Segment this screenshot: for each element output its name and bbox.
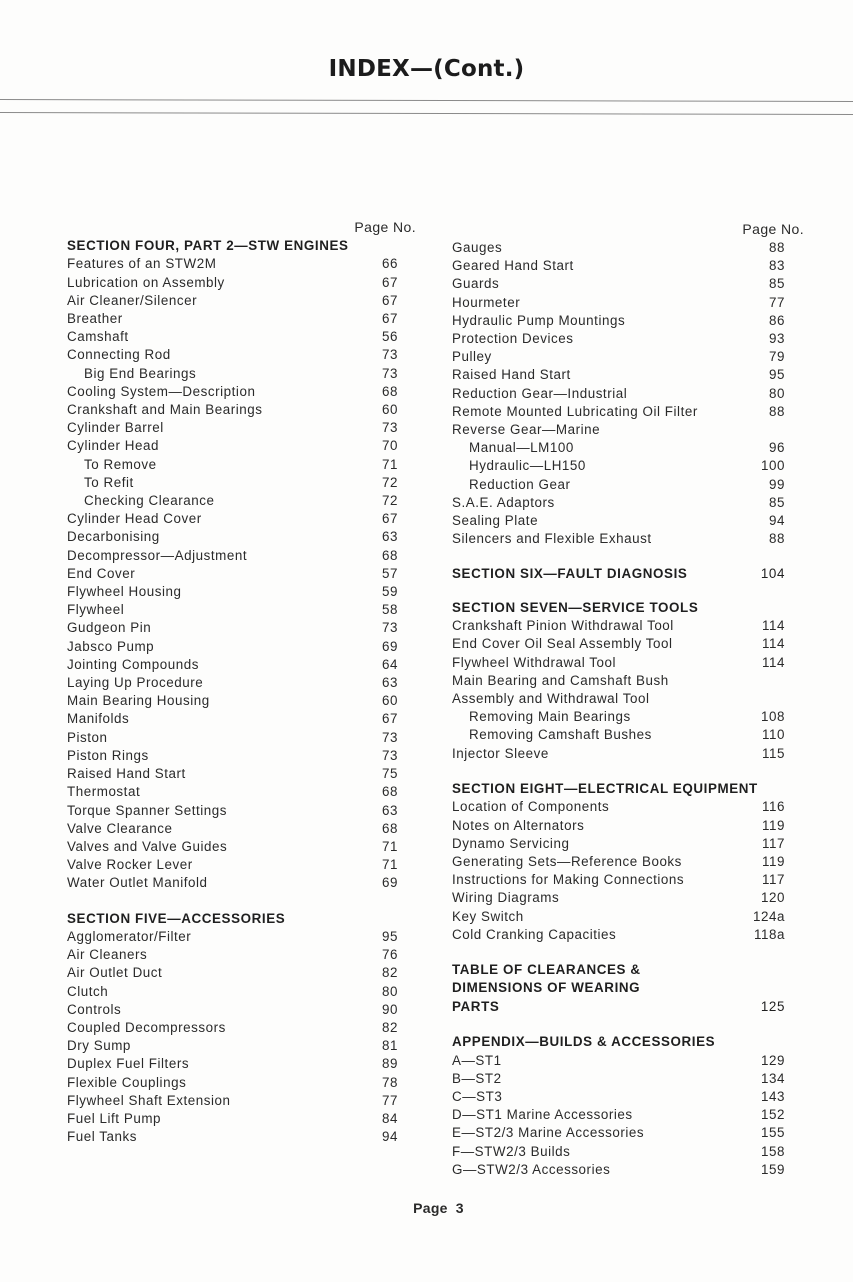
index-entry xyxy=(67,838,399,856)
index-entry xyxy=(67,1128,399,1146)
entry-page-number: 73 xyxy=(382,747,398,763)
index-entry xyxy=(452,672,802,690)
entry-label: Decompressor—Adjustment xyxy=(67,547,248,563)
entry-label: Clutch xyxy=(67,983,109,999)
index-entry xyxy=(452,457,802,475)
entry-label: To Remove xyxy=(84,456,157,472)
entry-label: Cylinder Barrel xyxy=(67,420,164,436)
entry-label: Hydraulic—LH150 xyxy=(469,458,586,474)
entry-page-number: 110 xyxy=(762,727,785,743)
entry-label: Air Cleaners xyxy=(67,947,148,963)
entry-page-number: 67 xyxy=(382,511,398,527)
entry-page-number: 71 xyxy=(382,456,398,472)
index-entry xyxy=(67,983,399,1001)
entry-page-number: 57 xyxy=(382,565,398,581)
entry-label: Cold Cranking Capacities xyxy=(452,926,617,942)
entry-label: Crankshaft and Main Bearings xyxy=(67,402,263,418)
entry-label: End Cover xyxy=(67,565,136,581)
entry-page-number: 67 xyxy=(382,311,398,327)
index-entry xyxy=(452,275,802,293)
index-entry xyxy=(67,255,399,273)
index-entry xyxy=(67,292,399,310)
index-entry xyxy=(67,565,399,583)
index-entry xyxy=(67,1037,399,1055)
entry-label: Connecting Rod xyxy=(67,347,171,363)
index-entry xyxy=(452,1106,802,1124)
index-entry xyxy=(452,798,802,816)
appendix-entries xyxy=(452,1052,802,1179)
index-entry xyxy=(67,365,399,383)
index-entry xyxy=(67,1092,399,1110)
entry-label: Geared Hand Start xyxy=(452,258,574,274)
section-heading-clearances: TABLE OF CLEARANCES & xyxy=(452,961,641,977)
entry-label: Cooling System—Description xyxy=(67,383,256,399)
index-entry xyxy=(452,654,802,672)
index-entry xyxy=(67,547,399,565)
entry-label: Air Outlet Duct xyxy=(67,965,163,981)
entry-page-number: 77 xyxy=(769,294,785,310)
index-entry xyxy=(67,1019,399,1037)
entry-page-number: 59 xyxy=(382,584,398,600)
entry-label: B—ST2 xyxy=(452,1070,502,1086)
entry-page-number: 67 xyxy=(382,711,398,727)
entry-label: S.A.E. Adaptors xyxy=(452,494,555,510)
section-heading-appendix: APPENDIX—BUILDS & ACCESSORIES xyxy=(452,1034,716,1050)
entry-page-number: 143 xyxy=(761,1088,785,1104)
entry-page-number: 73 xyxy=(382,620,398,636)
entry-label: Removing Main Bearings xyxy=(469,709,631,725)
header-rule-bottom xyxy=(0,112,853,115)
entry-label: Reduction Gear xyxy=(469,476,571,492)
section-heading: SECTION FOUR, PART 2—STW ENGINES xyxy=(67,238,349,253)
index-entry xyxy=(452,366,802,384)
entry-page-number: 81 xyxy=(382,1038,398,1054)
entry-page-number: 68 xyxy=(382,383,398,399)
index-entry xyxy=(452,635,802,653)
entry-label: Gudgeon Pin xyxy=(67,620,152,636)
entry-page-number: 68 xyxy=(382,784,398,800)
page-footer xyxy=(0,1200,853,1216)
entry-page-number: 64 xyxy=(382,656,398,672)
index-entry xyxy=(67,510,399,528)
entry-label: Agglomerator/Filter xyxy=(67,928,192,944)
index-entry xyxy=(452,908,802,926)
entry-page-number: 75 xyxy=(382,766,398,782)
page-number: 3 xyxy=(455,1200,464,1216)
entry-label: Decarbonising xyxy=(67,529,160,545)
entry-label: Removing Camshaft Bushes xyxy=(469,727,652,743)
index-entry xyxy=(452,1088,802,1106)
entry-label: Air Cleaner/Silencer xyxy=(67,292,198,308)
entry-page-number: 85 xyxy=(769,494,785,510)
entry-label: F—STW2/3 Builds xyxy=(452,1143,571,1159)
entry-page-number xyxy=(745,672,785,690)
index-entry xyxy=(67,874,399,892)
entry-page-number: 99 xyxy=(769,476,785,492)
entry-label: Injector Sleeve xyxy=(452,745,549,761)
section-heading-six: SECTION SIX—FAULT DIAGNOSIS 104 xyxy=(452,566,785,582)
entry-label: Cylinder Head xyxy=(67,438,159,454)
entry-page-number: 69 xyxy=(382,638,398,654)
entry-label: Raised Hand Start xyxy=(67,766,186,782)
entry-page-number: 63 xyxy=(382,802,398,818)
index-entry xyxy=(452,494,802,512)
entry-label: Breather xyxy=(67,311,123,327)
entry-page-number: 117 xyxy=(762,835,785,851)
entry-label: D—ST1 Marine Accessories xyxy=(452,1107,633,1123)
index-entry xyxy=(452,1124,802,1142)
index-entry xyxy=(67,492,399,510)
entry-page-number: 155 xyxy=(761,1125,785,1141)
page-no-header: Page No. xyxy=(742,221,804,237)
section-heading: SECTION FIVE—ACCESSORIES xyxy=(67,910,286,926)
index-entry xyxy=(67,437,399,455)
index-entry xyxy=(452,871,802,889)
entry-page-number: 77 xyxy=(382,1092,398,1108)
entry-page-number: 84 xyxy=(382,1110,398,1126)
index-entry xyxy=(452,439,802,457)
index-entry xyxy=(452,1052,802,1070)
entry-page-number: 94 xyxy=(382,1129,398,1145)
entry-label: Dry Sump xyxy=(67,1038,131,1054)
entry-page-number: 82 xyxy=(382,1019,398,1035)
index-entry xyxy=(452,690,802,708)
entry-label: To Refit xyxy=(84,474,134,490)
index-entry xyxy=(452,239,802,257)
index-entry xyxy=(452,617,802,635)
entry-label: Piston Rings xyxy=(67,747,149,763)
entry-page-number: 114 xyxy=(762,636,785,652)
entry-label: Fuel Tanks xyxy=(67,1129,138,1145)
index-entry xyxy=(67,856,399,874)
entry-page-number: 134 xyxy=(761,1070,785,1086)
index-entry xyxy=(452,403,802,421)
index-entry xyxy=(67,583,399,601)
entry-label: C—ST3 xyxy=(452,1088,503,1104)
entry-label: Location of Components xyxy=(452,799,610,815)
entry-page-number: 80 xyxy=(382,983,398,999)
entry-label: Manifolds xyxy=(67,711,130,727)
entry-page-number: 159 xyxy=(761,1161,785,1177)
index-entry xyxy=(67,474,399,492)
entry-page-number: 71 xyxy=(382,838,398,854)
entry-page-number: 56 xyxy=(382,329,398,345)
entry-label: Valve Clearance xyxy=(67,820,173,836)
entry-page-number: 119 xyxy=(762,853,785,869)
entry-page-number: 158 xyxy=(761,1143,785,1159)
index-entry xyxy=(452,835,802,853)
entry-page-number: 72 xyxy=(382,474,398,490)
index-entry xyxy=(67,456,399,474)
entry-label: End Cover Oil Seal Assembly Tool xyxy=(452,636,673,652)
entry-page-number: 116 xyxy=(762,799,785,815)
entry-label: Cylinder Head Cover xyxy=(67,511,202,527)
index-entry xyxy=(452,889,802,907)
entry-page-number xyxy=(745,421,785,439)
entry-label: Manual—LM100 xyxy=(469,440,574,456)
entry-page-number: 95 xyxy=(769,367,785,383)
entry-page-number: 73 xyxy=(382,347,398,363)
entry-page-number: 68 xyxy=(382,547,398,563)
section-five-continued-entries xyxy=(452,239,802,548)
entry-page-number: 80 xyxy=(769,385,785,401)
entry-page-number: 73 xyxy=(382,729,398,745)
index-entry xyxy=(452,530,802,548)
entry-page-number: 124a xyxy=(753,908,785,924)
entry-page-number: 66 xyxy=(382,256,398,272)
index-entry xyxy=(452,817,802,835)
section-eight-entries xyxy=(452,798,802,944)
index-entry xyxy=(67,656,399,674)
entry-label: Jointing Compounds xyxy=(67,656,199,672)
index-entry xyxy=(452,385,802,403)
index-entry xyxy=(67,765,399,783)
entry-label: Jabsco Pump xyxy=(67,638,155,654)
index-entry xyxy=(452,1143,802,1161)
index-right-column xyxy=(452,221,802,1179)
index-entry xyxy=(452,312,802,330)
section-heading-clearances: PARTS 125 xyxy=(452,998,785,1014)
entry-label: Piston xyxy=(67,729,108,745)
entry-page-number: 76 xyxy=(382,947,398,963)
entry-page-number: 90 xyxy=(382,1001,398,1017)
index-entry xyxy=(67,310,399,328)
entry-page-number: 83 xyxy=(769,258,785,274)
entry-page-number: 118a xyxy=(754,926,785,942)
entry-label: Reverse Gear—Marine xyxy=(452,422,601,438)
entry-page-number: 85 xyxy=(769,276,785,292)
index-entry xyxy=(67,964,399,982)
entry-label: Wiring Diagrams xyxy=(452,890,560,906)
entry-page-number: 115 xyxy=(762,745,785,761)
entry-page-number: 108 xyxy=(761,709,785,725)
entry-label: Lubrication on Assembly xyxy=(67,274,225,290)
entry-page-number: 152 xyxy=(761,1107,785,1123)
index-entry xyxy=(452,512,802,530)
index-left-column xyxy=(67,219,416,1146)
entry-page-number: 114 xyxy=(762,654,785,670)
entry-label: Hydraulic Pump Mountings xyxy=(452,312,626,328)
index-entry xyxy=(67,528,399,546)
entry-label: Pulley xyxy=(452,349,492,365)
entry-label: Flywheel Housing xyxy=(67,584,182,600)
index-entry xyxy=(67,346,399,364)
entry-label: Camshaft xyxy=(67,329,129,345)
entry-label: Valves and Valve Guides xyxy=(67,838,228,854)
entry-label: Silencers and Flexible Exhaust xyxy=(452,531,652,547)
index-entry xyxy=(67,401,399,419)
index-entry xyxy=(452,853,802,871)
entry-page-number: 73 xyxy=(382,420,398,436)
entry-page-number: 58 xyxy=(382,602,398,618)
entry-label: Laying Up Procedure xyxy=(67,675,204,691)
index-entry xyxy=(67,638,399,656)
entry-page-number: 88 xyxy=(769,240,785,255)
index-entry xyxy=(452,926,802,944)
entry-label: Flywheel xyxy=(67,602,125,618)
section-heading-seven: SECTION SEVEN—SERVICE TOOLS xyxy=(452,599,699,615)
entry-label: A—ST1 xyxy=(452,1052,502,1068)
index-entry xyxy=(452,1070,802,1088)
entry-page-number: 72 xyxy=(382,493,398,509)
index-entry xyxy=(67,802,399,820)
entry-label: E—ST2/3 Marine Accessories xyxy=(452,1125,645,1141)
entry-label: Crankshaft Pinion Withdrawal Tool xyxy=(452,618,674,634)
entry-label: Protection Devices xyxy=(452,331,574,347)
index-entry xyxy=(67,783,399,801)
entry-label: Torque Spanner Settings xyxy=(67,802,228,818)
entry-page-number: 73 xyxy=(382,365,398,381)
index-entry xyxy=(67,674,399,692)
index-entry xyxy=(452,348,802,366)
entry-label: Controls xyxy=(67,1001,122,1017)
index-entry xyxy=(452,421,802,439)
section-seven-entries xyxy=(452,617,802,763)
index-entry xyxy=(67,692,399,710)
entry-page-number: 86 xyxy=(769,312,785,328)
entry-label: Fuel Lift Pump xyxy=(67,1110,162,1126)
entry-page-number: 82 xyxy=(382,965,398,981)
entry-page-number: 78 xyxy=(382,1074,398,1090)
entry-page-number: 63 xyxy=(382,675,398,691)
entry-label: Instructions for Making Connections xyxy=(452,872,685,888)
entry-label: Flywheel Withdrawal Tool xyxy=(452,654,617,670)
index-entry xyxy=(452,294,802,312)
index-entry xyxy=(452,257,802,275)
index-entry xyxy=(67,419,399,437)
entry-label: Thermostat xyxy=(67,784,141,800)
index-entry xyxy=(67,601,399,619)
index-entry xyxy=(67,710,399,728)
page-title: INDEX—(Cont.) xyxy=(328,56,525,82)
entry-label: Generating Sets—Reference Books xyxy=(452,853,682,869)
entry-label: Assembly and Withdrawal Tool xyxy=(452,691,650,707)
entry-label: Dynamo Servicing xyxy=(452,835,570,851)
entry-label: Valve Rocker Lever xyxy=(67,857,193,873)
entry-label: Sealing Plate xyxy=(452,513,539,529)
entry-page-number: 129 xyxy=(761,1052,785,1068)
entry-label: Water Outlet Manifold xyxy=(67,875,208,891)
entry-page-number: 69 xyxy=(382,875,398,891)
index-entry xyxy=(67,747,399,765)
entry-page-number: 70 xyxy=(382,438,398,454)
entry-label: Raised Hand Start xyxy=(452,367,571,383)
section-heading-eight: SECTION EIGHT—ELECTRICAL EQUIPMENT xyxy=(452,780,758,796)
index-entry xyxy=(67,820,399,838)
index-entry xyxy=(67,1055,399,1073)
entry-label: Coupled Decompressors xyxy=(67,1019,226,1035)
index-entry xyxy=(67,383,399,401)
section-five-entries xyxy=(67,928,399,1146)
entry-page-number: 94 xyxy=(769,513,785,529)
entry-page-number: 93 xyxy=(769,331,785,347)
entry-label: Main Bearing Housing xyxy=(67,693,210,709)
index-entry xyxy=(67,729,399,747)
index-entry xyxy=(452,745,802,763)
entry-label: Big End Bearings xyxy=(84,365,197,381)
page-no-header: Page No. xyxy=(354,219,416,235)
entry-label: Remote Mounted Lubricating Oil Filter xyxy=(452,403,698,419)
entry-label: Key Switch xyxy=(452,908,524,924)
entry-page-number: 96 xyxy=(769,440,785,456)
index-entry xyxy=(67,928,399,946)
entry-label: Guards xyxy=(452,276,500,292)
entry-label: Duplex Fuel Filters xyxy=(67,1056,190,1072)
entry-page-number: 68 xyxy=(382,820,398,836)
entry-page-number xyxy=(745,690,785,708)
index-entry xyxy=(67,1110,399,1128)
section-heading-clearances: DIMENSIONS OF WEARING xyxy=(452,980,641,996)
entry-page-number: 88 xyxy=(769,531,785,547)
entry-page-number: 67 xyxy=(382,292,398,308)
entry-page-number: 95 xyxy=(382,928,398,944)
header-rule-top xyxy=(0,99,853,102)
entry-label: Reduction Gear—Industrial xyxy=(452,385,628,401)
entry-label: Main Bearing and Camshaft Bush xyxy=(452,672,669,688)
entry-label: Features of an STW2M xyxy=(67,256,217,272)
entry-label: Notes on Alternators xyxy=(452,817,585,833)
entry-label: G—STW2/3 Accessories xyxy=(452,1161,611,1177)
entry-page-number: 117 xyxy=(762,872,785,888)
section-four-entries xyxy=(67,255,399,892)
entry-label: Flywheel Shaft Extension xyxy=(67,1092,231,1108)
entry-page-number: 100 xyxy=(761,458,785,474)
entry-page-number: 119 xyxy=(762,817,785,833)
entry-page-number: 114 xyxy=(762,618,785,634)
entry-page-number: 67 xyxy=(382,274,398,290)
index-entry xyxy=(67,274,399,292)
entry-page-number: 89 xyxy=(382,1056,398,1072)
index-entry xyxy=(452,476,802,494)
entry-page-number: 63 xyxy=(382,529,398,545)
index-entry xyxy=(67,1074,399,1092)
entry-label: Flexible Couplings xyxy=(67,1074,187,1090)
entry-label: Checking Clearance xyxy=(84,493,215,509)
index-entry xyxy=(67,619,399,637)
entry-page-number: 71 xyxy=(382,857,398,873)
entry-page-number: 60 xyxy=(382,693,398,709)
index-entry xyxy=(452,726,802,744)
entry-label: Gauges xyxy=(452,240,503,255)
index-entry xyxy=(452,708,802,726)
index-entry xyxy=(67,328,399,346)
entry-page-number: 120 xyxy=(761,890,785,906)
entry-page-number: 60 xyxy=(382,402,398,418)
index-entry xyxy=(67,946,399,964)
index-entry xyxy=(452,330,802,348)
entry-page-number: 88 xyxy=(769,403,785,419)
index-entry xyxy=(452,1161,802,1179)
entry-page-number: 79 xyxy=(769,349,785,365)
page-label: Page xyxy=(413,1200,448,1216)
entry-label: Hourmeter xyxy=(452,294,521,310)
index-entry xyxy=(67,1001,399,1019)
